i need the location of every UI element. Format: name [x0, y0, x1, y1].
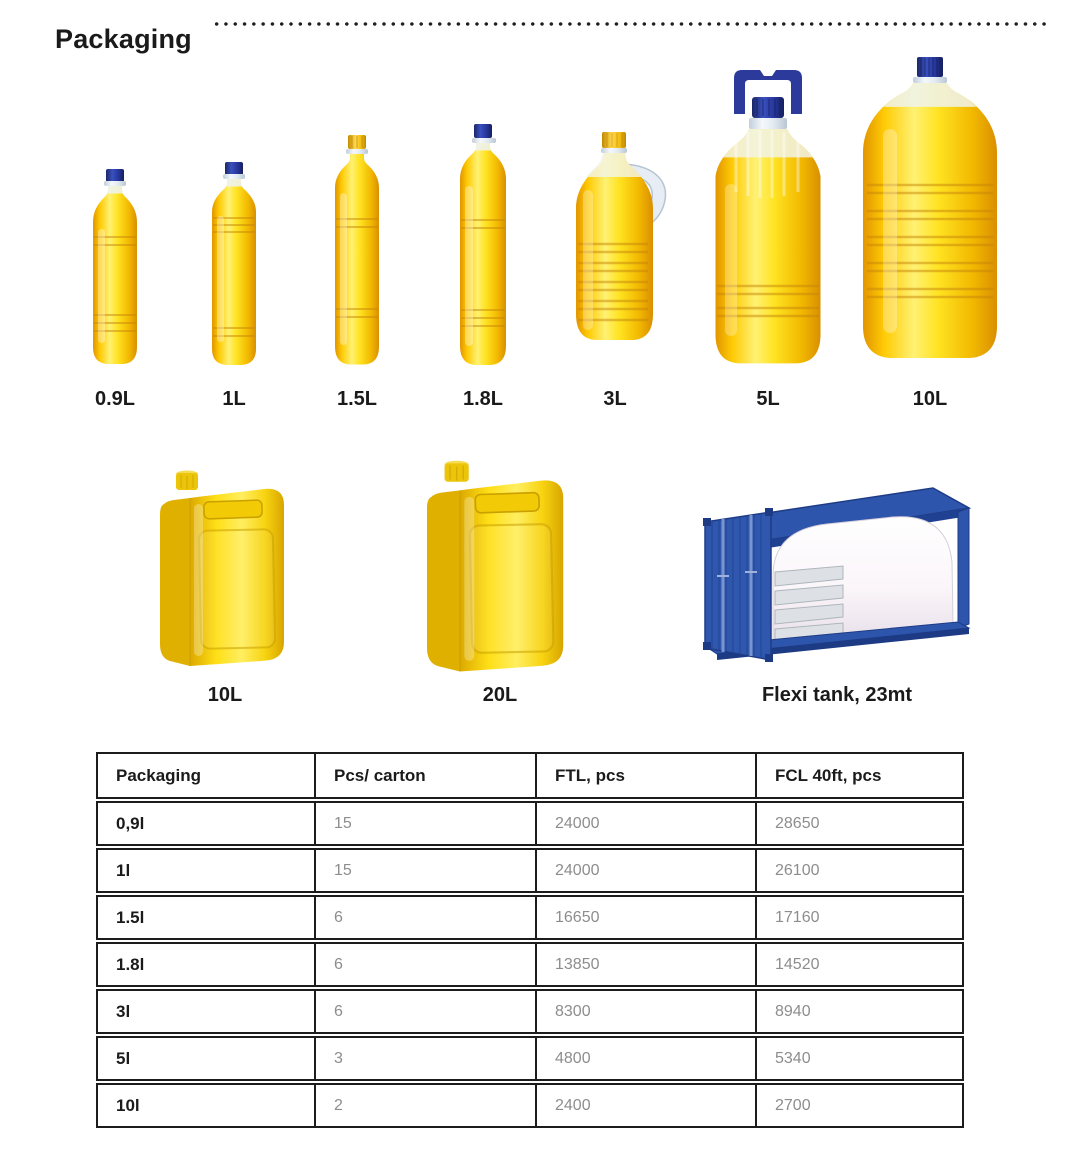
bottle-size-label: 3L	[603, 388, 627, 410]
table-row	[96, 895, 964, 940]
col-header-packaging: Packaging	[96, 752, 315, 799]
jerry-can-20l-image	[416, 458, 572, 678]
cell-pcs-carton: 6	[315, 895, 536, 940]
dotted-divider	[212, 21, 1050, 27]
bottle-0-9l-image	[88, 167, 142, 365]
bottle-1-8l	[452, 122, 514, 370]
cell-pcs-carton: 15	[315, 801, 536, 846]
bottle-1-5l-image	[328, 133, 386, 365]
container-size-label: Flexi tank, 23mt	[761, 684, 913, 706]
jerry-can-20l	[416, 458, 572, 683]
bottle-size-label: 0.9L	[94, 388, 136, 410]
bottle-size-label: 1.5L	[336, 388, 378, 410]
bottle-5l-image	[708, 68, 828, 365]
cell-pcs-carton: 3	[315, 1036, 536, 1081]
bottle-3l-image	[568, 132, 675, 363]
cell-fcl-pcs: 8940	[756, 989, 964, 1034]
page-title: Packaging	[55, 24, 192, 55]
cell-packaging: 0,9l	[96, 801, 315, 846]
cell-packaging: 10l	[96, 1083, 315, 1128]
jerry-can-10l-image	[150, 468, 292, 672]
cell-fcl-pcs: 14520	[756, 942, 964, 987]
cell-fcl-pcs: 28650	[756, 801, 964, 846]
table-row	[96, 1036, 964, 1081]
packaging-table	[96, 750, 964, 1130]
table-row	[96, 801, 964, 846]
bottle-1-5l	[328, 133, 386, 370]
col-header-ftl-pcs: FTL, pcs	[536, 752, 756, 799]
cell-ftl-pcs: 24000	[536, 848, 756, 893]
cell-ftl-pcs: 8300	[536, 989, 756, 1034]
bottle-size-label: 10L	[912, 388, 948, 410]
cell-fcl-pcs: 26100	[756, 848, 964, 893]
bottle-1-8l-image	[452, 122, 514, 365]
flexi-tank-image	[695, 476, 980, 671]
bottle-10l-image	[861, 55, 999, 360]
table-row	[96, 848, 964, 893]
table-row	[96, 989, 964, 1034]
cell-pcs-carton: 2	[315, 1083, 536, 1128]
container-size-label: 20L	[482, 684, 518, 706]
cell-ftl-pcs: 24000	[536, 801, 756, 846]
can-side-face	[427, 490, 460, 671]
bottle-size-label: 5L	[756, 388, 780, 410]
bottle-cap	[225, 162, 243, 175]
can-side-face	[160, 498, 190, 666]
cell-pcs-carton: 15	[315, 848, 536, 893]
cell-packaging: 1.8l	[96, 942, 315, 987]
container-size-label: 10L	[207, 684, 243, 706]
cell-ftl-pcs: 4800	[536, 1036, 756, 1081]
col-header-fcl-40ft-pcs: FCL 40ft, pcs	[756, 752, 964, 799]
cell-packaging: 5l	[96, 1036, 315, 1081]
cell-fcl-pcs: 17160	[756, 895, 964, 940]
cell-packaging: 3l	[96, 989, 315, 1034]
bottle-cap	[106, 169, 124, 182]
bottle-1l	[205, 160, 263, 370]
container-corner-post	[958, 508, 969, 628]
bottle-5l	[708, 68, 828, 370]
bottle-10l	[861, 55, 999, 365]
bottle-cap	[474, 124, 492, 138]
cell-pcs-carton: 6	[315, 942, 536, 987]
cell-packaging: 1.5l	[96, 895, 315, 940]
bottle-1l-image	[205, 160, 263, 365]
table-row	[96, 1083, 964, 1128]
table-header-row	[96, 752, 964, 799]
bottle-0-9l	[88, 167, 142, 370]
cell-pcs-carton: 6	[315, 989, 536, 1034]
col-header-pcs-carton: Pcs/ carton	[315, 752, 536, 799]
cell-ftl-pcs: 13850	[536, 942, 756, 987]
cell-fcl-pcs: 2700	[756, 1083, 964, 1128]
flexi-tank-container	[695, 476, 980, 676]
cell-ftl-pcs: 2400	[536, 1083, 756, 1128]
table-row	[96, 942, 964, 987]
cell-ftl-pcs: 16650	[536, 895, 756, 940]
cell-fcl-pcs: 5340	[756, 1036, 964, 1081]
jerry-can-10l	[150, 468, 292, 677]
bottle-size-label: 1.8L	[462, 388, 504, 410]
bottle-3l	[568, 132, 675, 368]
bottle-size-label: 1L	[222, 388, 246, 410]
cell-packaging: 1l	[96, 848, 315, 893]
